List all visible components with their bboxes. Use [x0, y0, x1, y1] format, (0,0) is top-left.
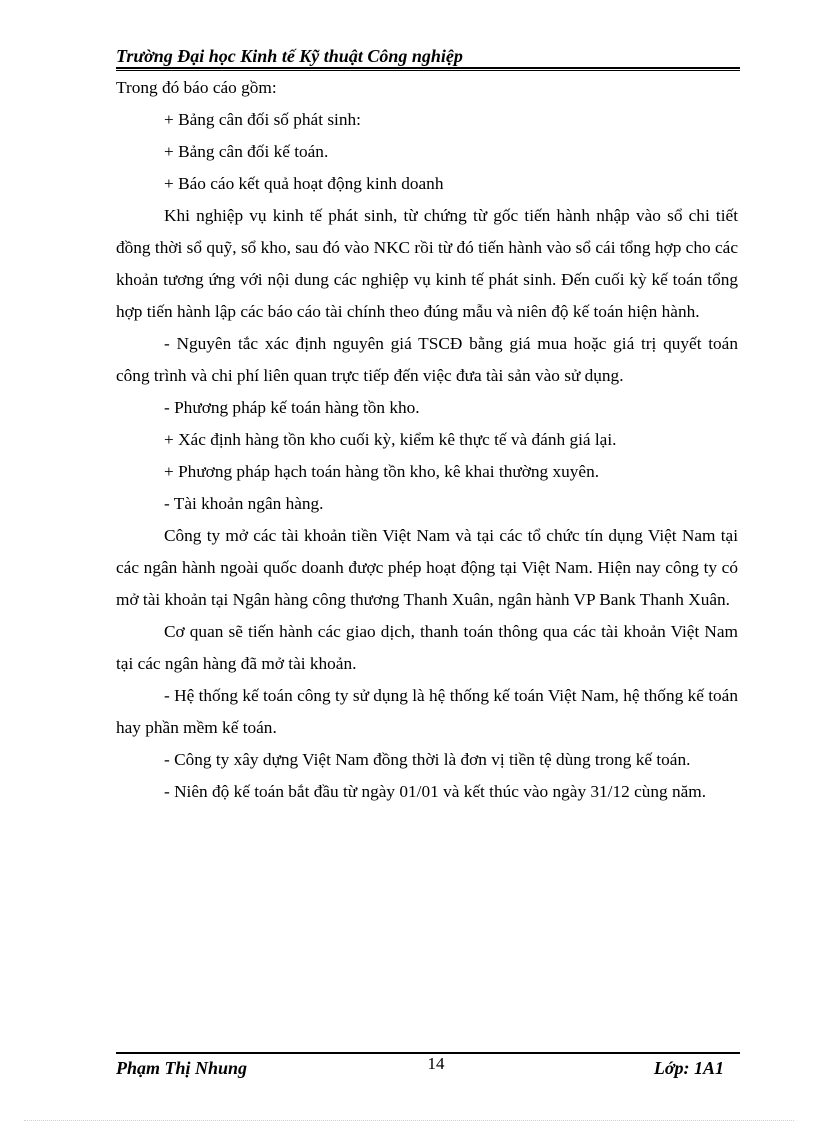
- footer-class-label: Lớp: 1A1: [653, 1058, 724, 1078]
- paragraph: + Bảng cân đối số phát sinh:: [164, 110, 361, 129]
- paragraph: - Nguyên tắc xác định nguyên giá TSCĐ bằng giá mua hoặc giá trị quyết toán công trình và chi phí liên quan trực tiếp đến việc đưa tài sản vào sử dụng.: [116, 334, 738, 385]
- document-body: [116, 72, 738, 808]
- paragraph: - Niên độ kế toán bắt đầu từ ngày 01/01 và kết thúc vào ngày 31/12 cùng năm.: [164, 782, 707, 801]
- paragraph: - Hệ thống kế toán công ty sử dụng là hệ thống kế toán Việt Nam, hệ thống kế toán hay phần mềm kế toán.: [116, 686, 738, 737]
- paragraph: + Phương pháp hạch toán hàng tồn kho, kê khai thường xuyên.: [164, 462, 600, 481]
- footer-author: Phạm Thị Nhung: [116, 1058, 248, 1078]
- header-rule-thick: [116, 67, 740, 69]
- page-number: 14: [427, 1054, 445, 1073]
- paragraph: + Xác định hàng tồn kho cuối kỳ, kiểm kê thực tế và đánh giá lại.: [164, 430, 617, 449]
- paragraph: Cơ quan sẽ tiến hành các giao dịch, thanh toán thông qua các tài khoản Việt Nam tại các ngân hàng đã mở tài khoản.: [116, 622, 738, 673]
- paragraph: Trong đó báo cáo gồm:: [116, 78, 277, 97]
- header-title: Trường Đại học Kinh tế Kỹ thuật Công nghiệp: [116, 46, 463, 66]
- paragraph: - Tài khoản ngân hàng.: [164, 494, 324, 513]
- paragraph: + Báo cáo kết quả hoạt động kinh doanh: [164, 174, 444, 193]
- paragraph: - Phương pháp kế toán hàng tồn kho.: [164, 398, 420, 417]
- paragraph: Công ty mở các tài khoản tiền Việt Nam và tại các tổ chức tín dụng Việt Nam tại các ngân hành ngoài quốc doanh được phép hoạt động tại Việt Nam. Hiện nay công ty có mở tài khoản tại Ngân hàng công thương Thanh Xuân, ngân hành VP Bank Thanh Xuân.: [116, 526, 738, 609]
- paragraph: Khi nghiệp vụ kinh tế phát sinh, từ chứng từ gốc tiến hành nhập vào sổ chi tiết đồng thời sổ quỹ, sổ kho, sau đó vào NKC rồi từ đó tiến hành vào sổ cái tổng hợp cho các khoản tương ứng với nội dung các nghiệp vụ kinh tế phát sinh. Đến cuối kỳ kế toán tổng hợp tiến hành lập các báo cáo tài chính theo đúng mẫu và niên độ kế toán hiện hành.: [116, 206, 738, 321]
- paragraph: + Bảng cân đối kế toán.: [164, 142, 329, 161]
- paragraph: - Công ty xây dựng Việt Nam đồng thời là đơn vị tiền tệ dùng trong kế toán.: [164, 750, 691, 769]
- page-bottom-edge: [24, 1120, 794, 1121]
- header-rule-thin: [116, 70, 740, 71]
